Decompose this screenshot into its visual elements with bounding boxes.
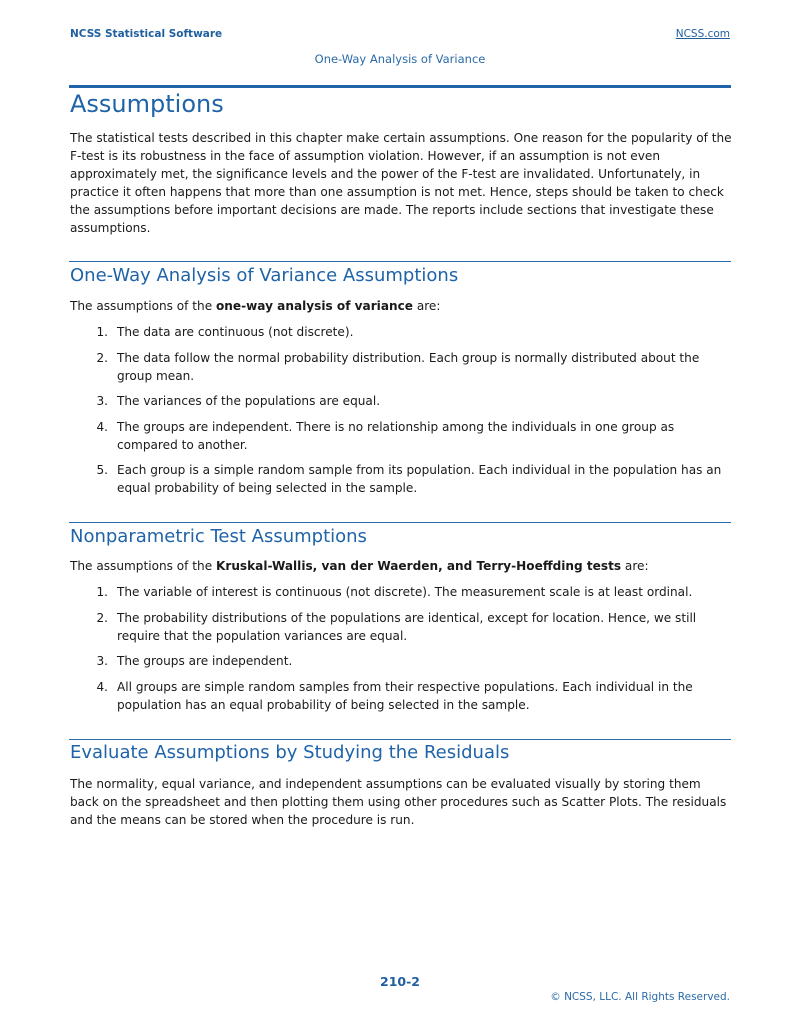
list-number: 3. [96,394,108,408]
list-text: The groups are independent. [117,654,293,668]
section-title-residuals: Evaluate Assumptions by Studying the Residuals [70,742,510,763]
header-software-name: NCSS Statistical Software [70,28,223,40]
list-text: The data follow the normal probability distribution. Each group is normally distributed about the group mean. [117,351,700,383]
section-title-anova: One-Way Analysis of Variance Assumptions [70,265,459,286]
residuals-paragraph: The normality, equal variance, and independent assumptions can be evaluated visually by storing them back on the spreadsheet and then plotting them using other procedures such as Scatter Plots. The residuals and the means can be stored when the procedure is run. [70,777,727,827]
list-number: 4. [96,420,108,434]
intro-paragraph: The statistical tests described in this chapter make certain assumptions. One reason for the popularity of the F-test is its robustness in the face of assumption violation. However, if an assumption is not even approximately met, the significance levels and the power of the F-test are invalidated. Unfortunately, in practice it often happens that more than one assumption is not met. Hence, steps should be taken to check the assumptions before important decisions are made. The reports include sections that investigate these assumptions. [70,131,732,235]
list-text: The variable of interest is continuous (not discrete). The measurement scale is at least ordinal. [117,585,693,599]
header-rule [69,85,731,88]
nonparametric-lead [70,557,732,575]
list-text: The groups are independent. There is no relationship among the individuals in one group as compared to another. [117,420,675,452]
list-text: The data are continuous (not discrete). [117,325,354,339]
list-text: All groups are simple random samples from their respective populations. Each individual in the population has an equal probability of being selected in the sample. [117,680,693,712]
anova-lead-post: are: [412,299,441,313]
section-rule-residuals [69,739,731,740]
page-number: 210-2 [380,974,420,989]
section-rule-nonparametric [69,522,731,523]
header-site-link[interactable]: NCSS.com [675,28,730,40]
anova-lead [70,297,732,315]
list-number: 4. [96,680,108,694]
page-title: Assumptions [70,90,224,118]
list-text: The probability distributions of the populations are identical, except for location. Hence, we still require that the population variances are equal. [117,611,697,643]
copyright-notice: © NCSS, LLC. All Rights Reserved. [550,991,730,1003]
list-text: The variances of the populations are equal. [117,394,381,408]
list-number: 2. [96,611,108,625]
anova-lead-bold: one-way analysis of variance [215,299,413,313]
list-text: Each group is a simple random sample from its population. Each individual in the population has an equal probability of being selected in the sample. [117,463,722,495]
list-number: 1. [96,325,108,339]
list-number: 1. [96,585,108,599]
nonparametric-lead-pre: The assumptions of the [70,559,216,573]
anova-lead-pre: The assumptions of the [70,299,216,313]
nonparametric-lead-post: are: [621,559,649,573]
section-rule-anova [69,261,731,262]
nonparametric-lead-bold: Kruskal-Wallis, van der Waerden, and Terry-Hoeffding tests [215,559,622,573]
header-chapter-title: One-Way Analysis of Variance [314,52,486,66]
section-title-nonparametric: Nonparametric Test Assumptions [70,526,367,547]
list-number: 2. [96,351,108,365]
list-number: 3. [96,654,108,668]
list-number: 5. [96,463,108,477]
